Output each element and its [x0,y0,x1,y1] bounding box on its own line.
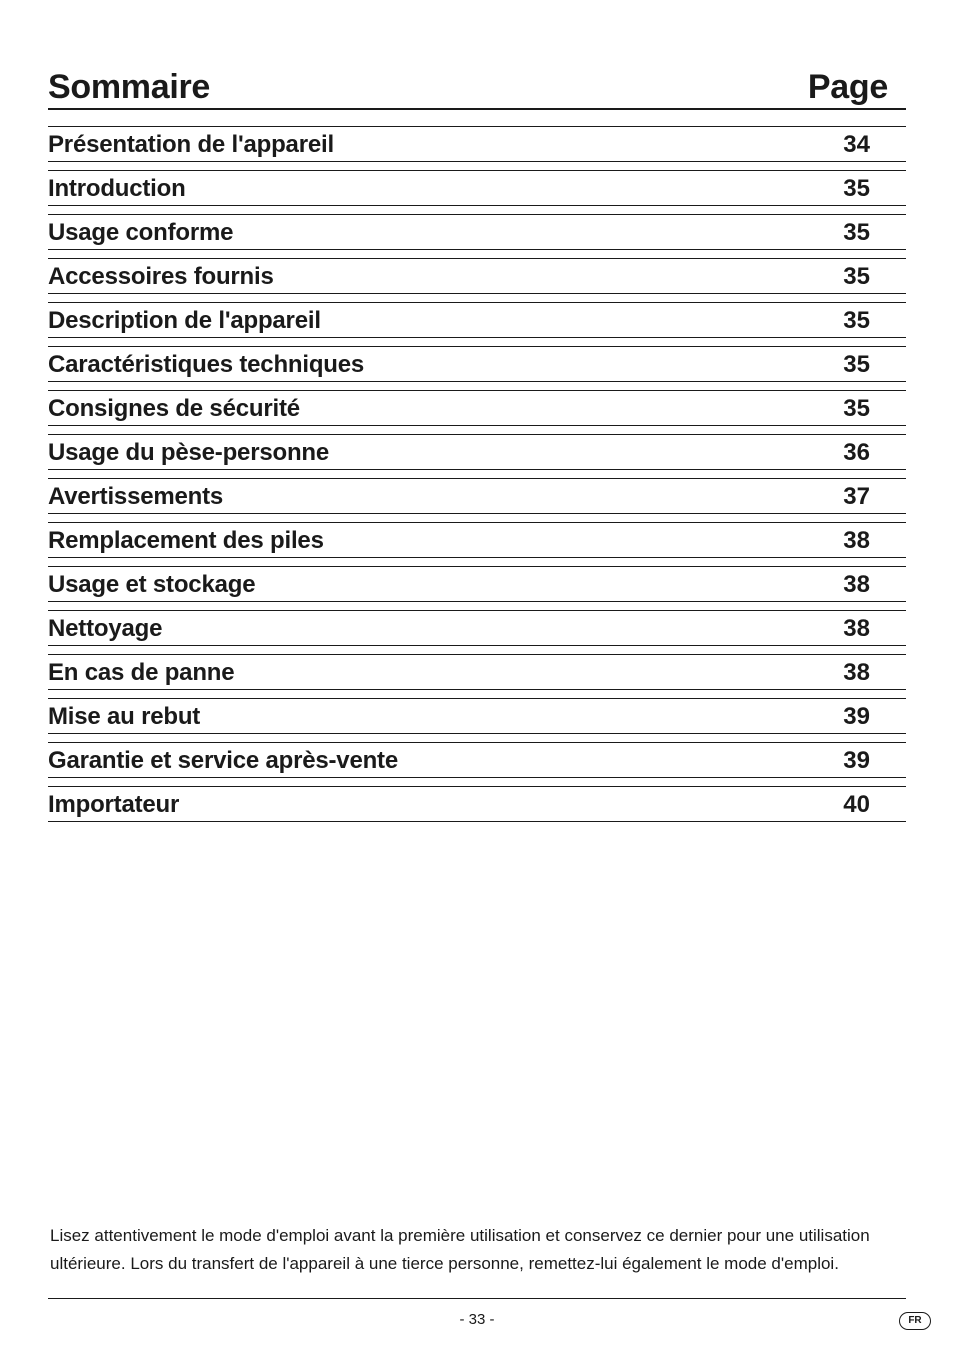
toc-entry-page: 35 [843,175,870,202]
toc-entry-page: 39 [843,703,870,730]
toc-entry-page: 37 [843,483,870,510]
toc-entry-label: Usage conforme [48,219,234,246]
toc-entry-label: Mise au rebut [48,703,201,730]
footer-divider [48,1298,906,1299]
usage-note [50,1222,910,1278]
usage-note-line: ultérieure. Lors du transfert de l'appareil à une tierce personne, remettez-lui également le mode d'emploi. [50,1254,839,1273]
toc-entry-page: 35 [843,395,870,422]
toc-row[interactable] [48,610,906,646]
toc-row[interactable] [48,742,906,778]
table-of-contents [48,126,906,830]
page-title: Sommaire [48,68,211,106]
toc-row[interactable] [48,786,906,822]
toc-entry-page: 38 [843,615,870,642]
page-column-heading: Page [807,68,888,106]
toc-entry-page: 38 [843,659,870,686]
language-badge: FR [899,1312,931,1330]
toc-entry-page: 35 [843,263,870,290]
toc-entry-label: Importateur [48,791,180,818]
toc-entry-label: Garantie et service après-vente [48,747,398,774]
toc-entry-label: Avertissements [48,483,224,510]
toc-row[interactable] [48,258,906,294]
toc-row[interactable] [48,346,906,382]
toc-entry-page: 38 [843,527,870,554]
toc-entry-page: 35 [843,219,870,246]
toc-entry-label: Usage du pèse-personne [48,439,330,466]
toc-entry-label: Nettoyage [48,615,163,642]
toc-entry-label: Remplacement des piles [48,527,324,554]
toc-entry-page: 34 [843,131,870,158]
page-number: - 33 - [459,1311,495,1328]
usage-note-line: Lisez attentivement le mode d'emploi avant la première utilisation et conservez ce dernier pour une utilisation [50,1226,870,1245]
toc-entry-label: Description de l'appareil [48,307,321,334]
toc-entry-label: Accessoires fournis [48,263,274,290]
toc-entry-page: 35 [843,351,870,378]
toc-entry-page: 38 [843,571,870,598]
toc-entry-label: En cas de panne [48,659,235,686]
toc-header [48,66,906,110]
toc-entry-page: 40 [843,791,870,818]
toc-entry-page: 36 [843,439,870,466]
toc-entry-page: 39 [843,747,870,774]
toc-row[interactable] [48,170,906,206]
toc-row[interactable] [48,698,906,734]
toc-row[interactable] [48,654,906,690]
toc-row[interactable] [48,522,906,558]
toc-entry-label: Usage et stockage [48,571,256,598]
toc-entry-label: Présentation de l'appareil [48,131,334,158]
toc-entry-label: Introduction [48,175,186,202]
toc-entry-page: 35 [843,307,870,334]
toc-row[interactable] [48,390,906,426]
toc-row[interactable] [48,214,906,250]
toc-entry-label: Caractéristiques techniques [48,351,365,378]
toc-row[interactable] [48,302,906,338]
toc-row[interactable] [48,126,906,162]
toc-row[interactable] [48,478,906,514]
toc-row[interactable] [48,434,906,470]
toc-row[interactable] [48,566,906,602]
toc-entry-label: Consignes de sécurité [48,395,300,422]
